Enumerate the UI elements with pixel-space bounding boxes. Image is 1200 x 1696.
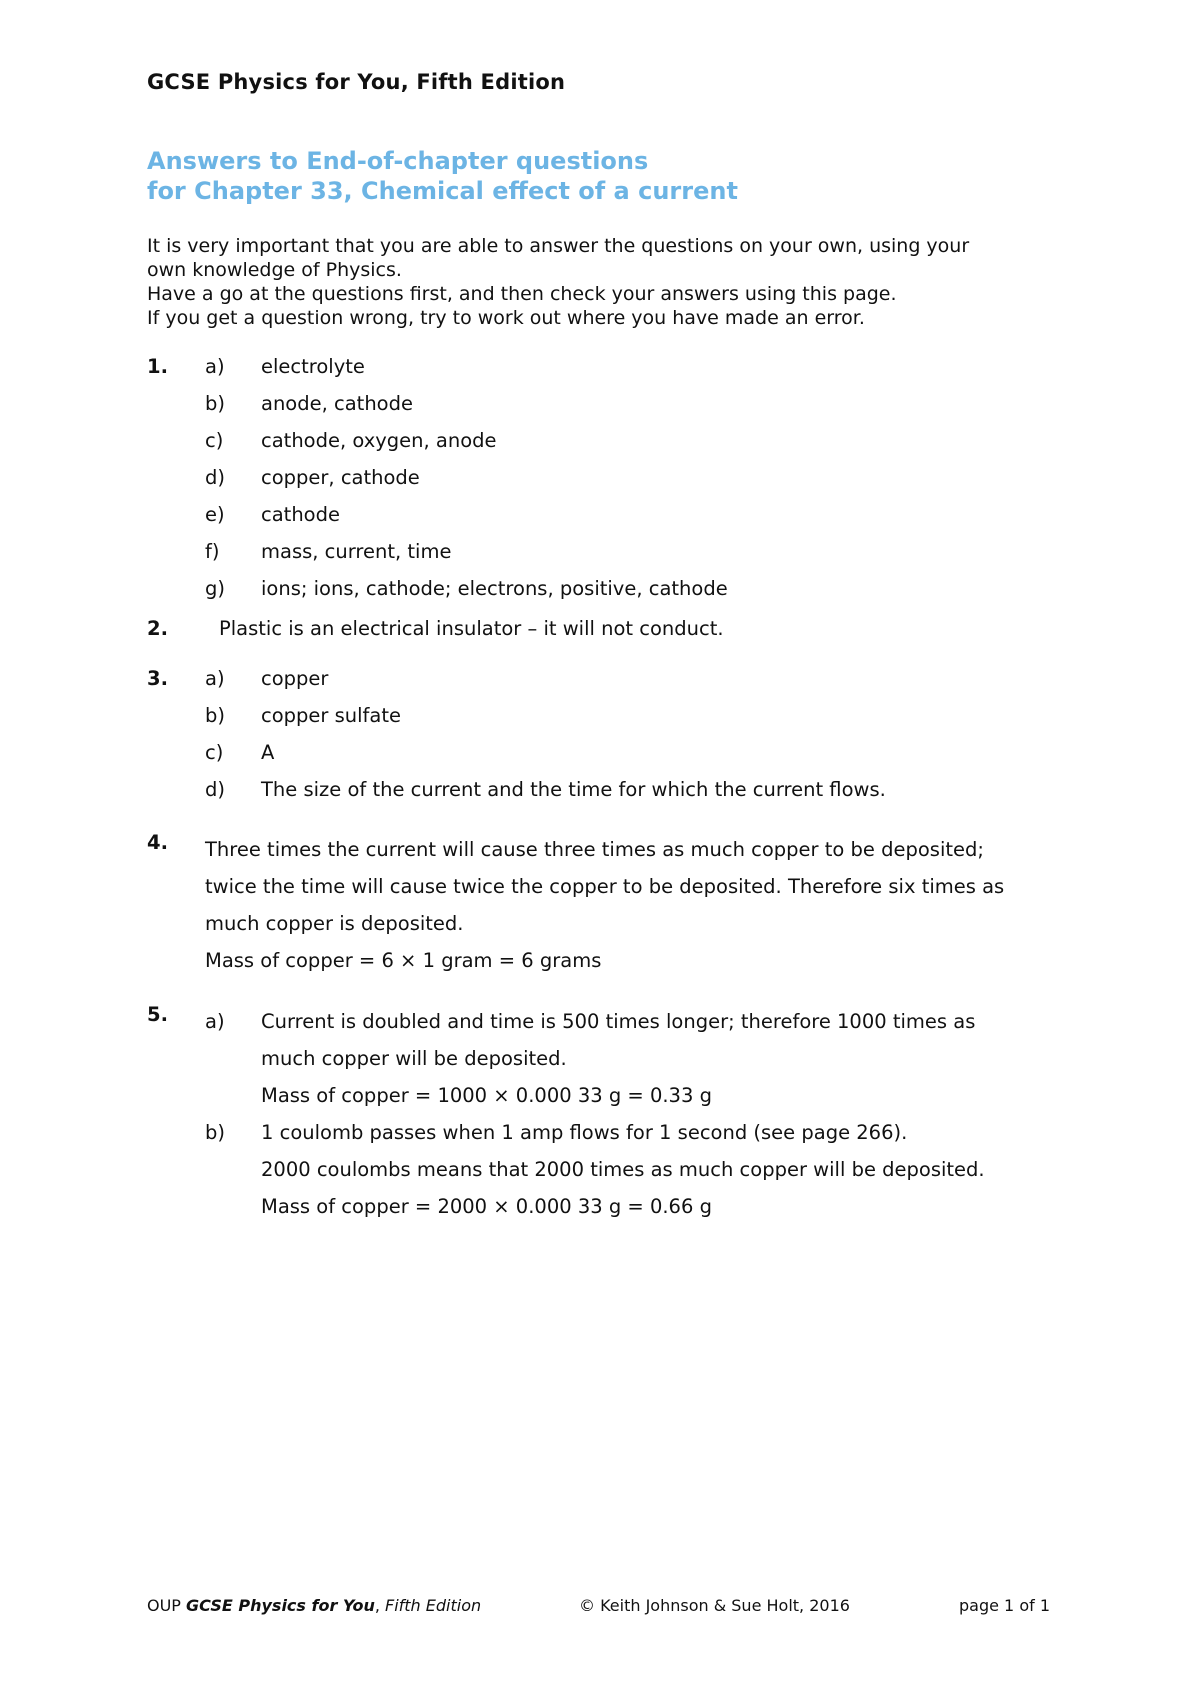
question-number: 3.	[147, 667, 168, 690]
part-label: b)	[205, 1121, 225, 1144]
part-label: g)	[205, 577, 225, 600]
answer-part	[147, 429, 1047, 466]
answer-part	[147, 704, 1047, 741]
question-number: 5.	[147, 1003, 168, 1026]
answer-part	[147, 667, 1047, 704]
answer-line-text: much copper will be deposited.	[261, 1047, 567, 1070]
question-number: 1.	[147, 355, 168, 378]
answer-line	[147, 942, 1047, 979]
part-label: c)	[205, 741, 224, 764]
question-2	[147, 617, 1047, 667]
part-text: copper sulfate	[261, 704, 402, 727]
answer-line-text: Mass of copper = 1000 × 0.000 33 g = 0.33 g	[261, 1084, 712, 1107]
part-text: anode, cathode	[261, 392, 413, 415]
footer-book-title: GCSE Physics for You	[186, 1596, 375, 1615]
answer-line-text: Mass of copper = 6 × 1 gram = 6 grams	[205, 949, 602, 972]
answer-line	[147, 1077, 1047, 1114]
part-label: b)	[205, 392, 225, 415]
answer-line	[147, 1151, 1047, 1188]
footer-copyright: © Keith Johnson & Sue Holt, 2016	[579, 1596, 850, 1615]
answer-line	[147, 831, 1047, 868]
answer-part	[147, 392, 1047, 429]
intro-line: own knowledge of Physics.	[147, 259, 402, 281]
intro-line: Have a go at the questions first, and then check your answers using this page.	[147, 283, 897, 305]
question-4	[147, 831, 1047, 1009]
answer-line	[147, 905, 1047, 942]
part-text: cathode, oxygen, anode	[261, 429, 497, 452]
answer-line-text: Current is doubled and time is 500 times longer; therefore 1000 times as	[261, 1010, 976, 1033]
footer-page-number: page 1 of 1	[959, 1596, 1050, 1615]
intro-line: It is very important that you are able to answer the questions on your own, using your	[147, 235, 970, 257]
part-text: cathode	[261, 503, 340, 526]
question-number: 2.	[147, 617, 168, 640]
answer-line-text: 1 coulomb passes when 1 amp flows for 1 second (see page 266).	[261, 1121, 908, 1144]
part-label: f)	[205, 540, 220, 563]
heading-line-1: Answers to End-of-chapter questions	[147, 147, 649, 175]
answer-line-text: Mass of copper = 2000 × 0.000 33 g = 0.66 g	[261, 1195, 712, 1218]
part-text: copper, cathode	[261, 466, 420, 489]
intro-line: If you get a question wrong, try to work out where you have made an error.	[147, 307, 865, 329]
answer-part	[147, 503, 1047, 540]
answer-part-b	[147, 1114, 1047, 1225]
answer-part	[147, 540, 1047, 577]
answers-list	[147, 355, 1047, 1239]
answer-line-text: Three times the current will cause three times as much copper to be deposited;	[205, 838, 984, 861]
part-label: d)	[205, 466, 225, 489]
question-number: 4.	[147, 831, 168, 854]
answer-part-a	[147, 1003, 1047, 1114]
heading-line-2: for Chapter 33, Chemical effect of a current	[147, 177, 738, 205]
part-label: a)	[205, 355, 225, 378]
question-3	[147, 667, 1047, 837]
part-text: ions; ions, cathode; electrons, positive, cathode	[261, 577, 728, 600]
part-text: A	[261, 741, 275, 764]
answer-line	[147, 868, 1047, 905]
answer-line-text: much copper is deposited.	[205, 912, 464, 935]
question-1	[147, 355, 1047, 617]
part-text: electrolyte	[261, 355, 365, 378]
intro-text	[147, 234, 1047, 330]
part-label: b)	[205, 704, 225, 727]
answer-line-text: twice the time will cause twice the copper to be deposited. Therefore six times as	[205, 875, 1005, 898]
footer-publisher: OUP	[147, 1596, 181, 1615]
part-label: a)	[205, 1010, 225, 1033]
footer-edition: Fifth Edition	[385, 1596, 482, 1615]
answer-part	[147, 778, 1047, 815]
part-label: d)	[205, 778, 225, 801]
page-heading	[147, 146, 738, 206]
answer-line	[147, 1188, 1047, 1225]
book-title: GCSE Physics for You, Fifth Edition	[147, 70, 566, 94]
part-text: mass, current, time	[261, 540, 452, 563]
part-label: c)	[205, 429, 224, 452]
footer-source: OUP GCSE Physics for You, Fifth Edition	[147, 1596, 482, 1615]
answer-line	[147, 1003, 1047, 1040]
answer-line	[147, 1040, 1047, 1077]
answer-text: Plastic is an electrical insulator – it will not conduct.	[219, 617, 724, 640]
part-text: The size of the current and the time for which the current flows.	[261, 778, 886, 801]
answer-line-text: 2000 coulombs means that 2000 times as much copper will be deposited.	[261, 1158, 985, 1181]
part-label: a)	[205, 667, 225, 690]
answer-part	[147, 355, 1047, 392]
answer-line	[147, 1114, 1047, 1151]
answer-part	[147, 577, 1047, 614]
question-5	[147, 1003, 1047, 1239]
answer-part	[147, 741, 1047, 778]
part-label: e)	[205, 503, 225, 526]
answer-part	[147, 466, 1047, 503]
part-text: copper	[261, 667, 329, 690]
